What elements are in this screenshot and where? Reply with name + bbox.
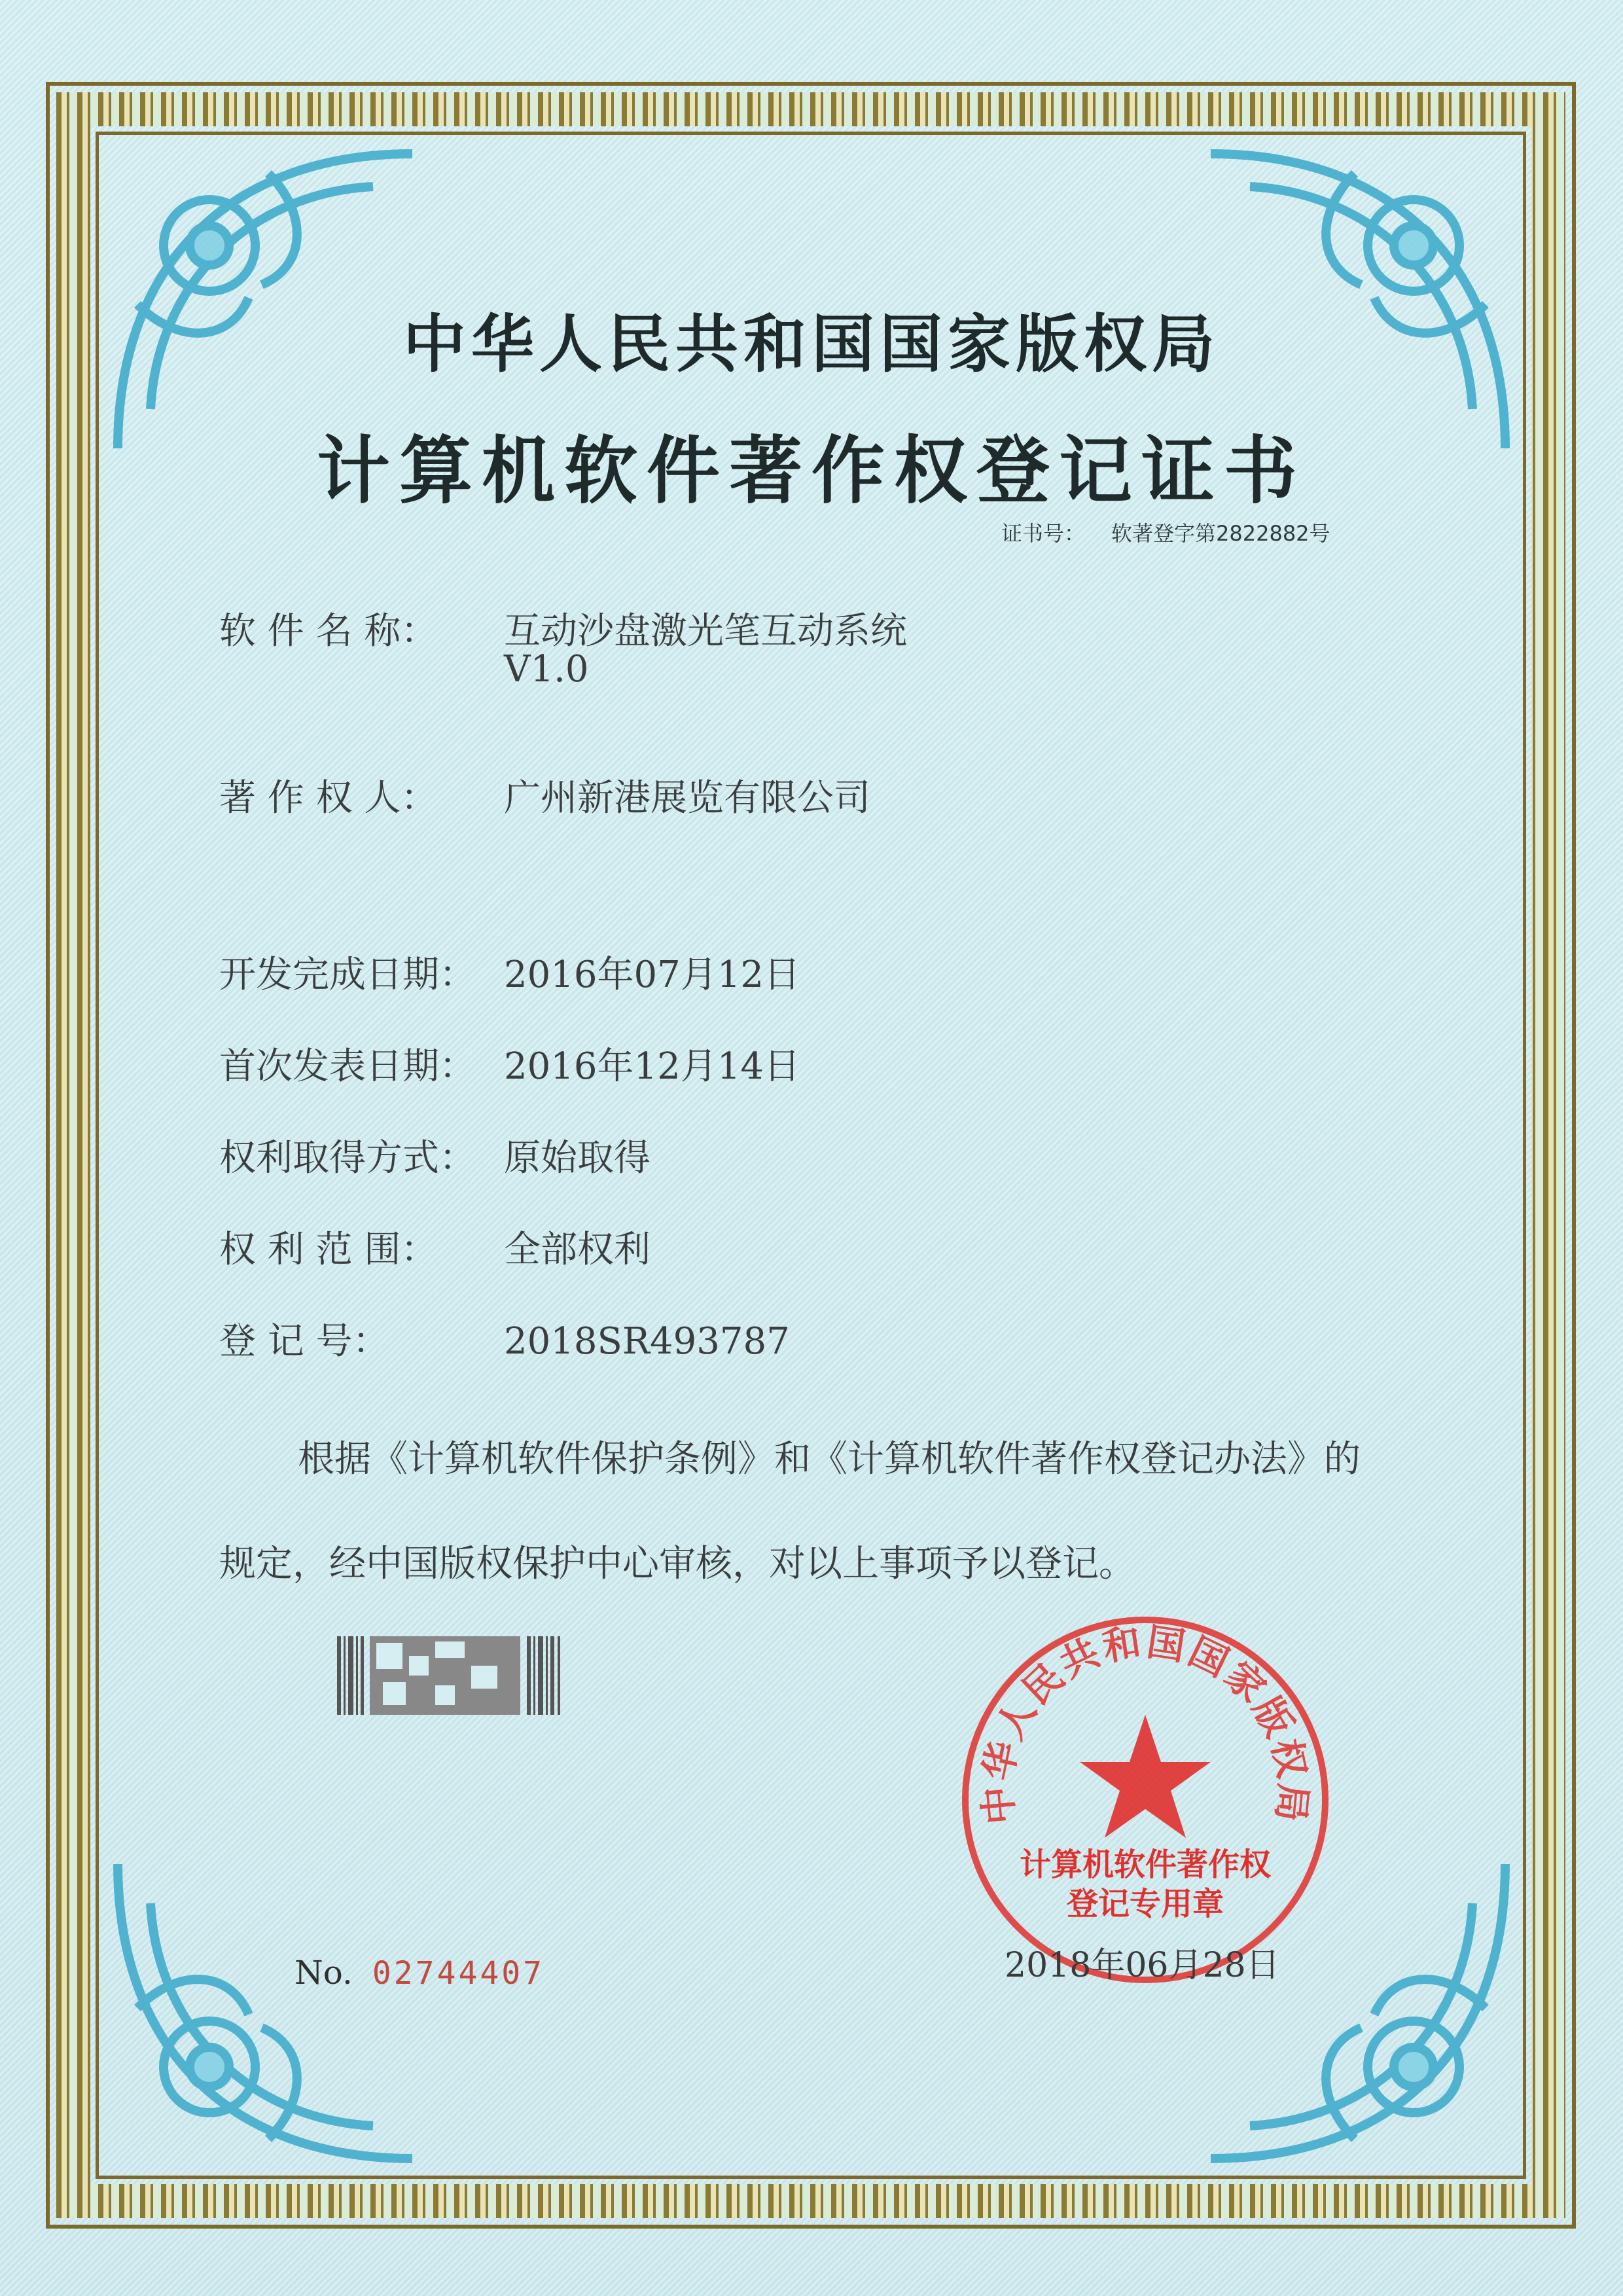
software-name-label: 软 件 名 称： xyxy=(219,610,438,653)
field-registration-number xyxy=(219,1312,790,1365)
field-dev-completion-date xyxy=(219,946,800,998)
seal-line-1: 计算机软件著作权 xyxy=(1019,1846,1271,1883)
seal-ring-text: 中华人民共和国国家版权局 xyxy=(974,1619,1316,1827)
barcode xyxy=(337,1636,563,1715)
serial-label: No. xyxy=(294,1954,353,1992)
serial-value: 02744407 xyxy=(372,1955,545,1992)
field-rights-acquisition xyxy=(219,1129,651,1181)
certificate-number xyxy=(1001,517,1330,547)
field-software-name xyxy=(219,602,907,655)
software-version-value: V1.0 xyxy=(504,648,589,691)
field-software-version xyxy=(504,648,589,691)
first-publication-date-label: 首次发表日期： xyxy=(219,1045,476,1088)
registration-number-value: 2018SR493787 xyxy=(504,1320,790,1363)
field-rights-scope xyxy=(219,1221,651,1273)
software-name-value: 互动沙盘激光笔互动系统 xyxy=(504,610,907,653)
copyright-owner-value: 广州新港展览有限公司 xyxy=(504,777,870,819)
official-seal xyxy=(955,1610,1335,1990)
copyright-owner-label: 著 作 权 人： xyxy=(219,777,438,819)
statement-line-1: 根据《计算机软件保护条例》和《计算机软件著作权登记办法》的 xyxy=(298,1438,1361,1480)
field-copyright-owner xyxy=(219,769,870,821)
issuer-heading: 中华人民共和国国家版权局 xyxy=(403,308,1220,381)
dev-completion-date-label: 开发完成日期： xyxy=(219,954,476,996)
dev-completion-date-value: 2016年07月12日 xyxy=(504,954,801,996)
rights-scope-label: 权 利 范 围： xyxy=(219,1229,438,1271)
rights-scope-value: 全部权利 xyxy=(504,1229,651,1271)
rights-acquisition-label: 权利取得方式： xyxy=(219,1137,476,1179)
certificate-title: 计算机软件著作权登记证书 xyxy=(317,428,1306,514)
certificate-number-value: 软著登字第2822882号 xyxy=(1111,521,1330,546)
field-first-publication-date xyxy=(219,1037,800,1090)
corner-ornament-bottom-left xyxy=(98,1838,438,2178)
seal-line-2: 登记专用章 xyxy=(1066,1886,1224,1922)
serial-number xyxy=(294,1954,544,1992)
certificate-number-label: 证书号： xyxy=(1001,521,1086,546)
rights-acquisition-value: 原始取得 xyxy=(504,1137,651,1179)
statement-line-2: 规定，经中国版权保护中心审核，对以上事项予以登记。 xyxy=(219,1543,1135,1585)
first-publication-date-value: 2016年12月14日 xyxy=(504,1045,801,1088)
issue-date: 2018年06月28日 xyxy=(1005,1946,1280,1985)
registration-number-label: 登 记 号： xyxy=(219,1320,389,1363)
